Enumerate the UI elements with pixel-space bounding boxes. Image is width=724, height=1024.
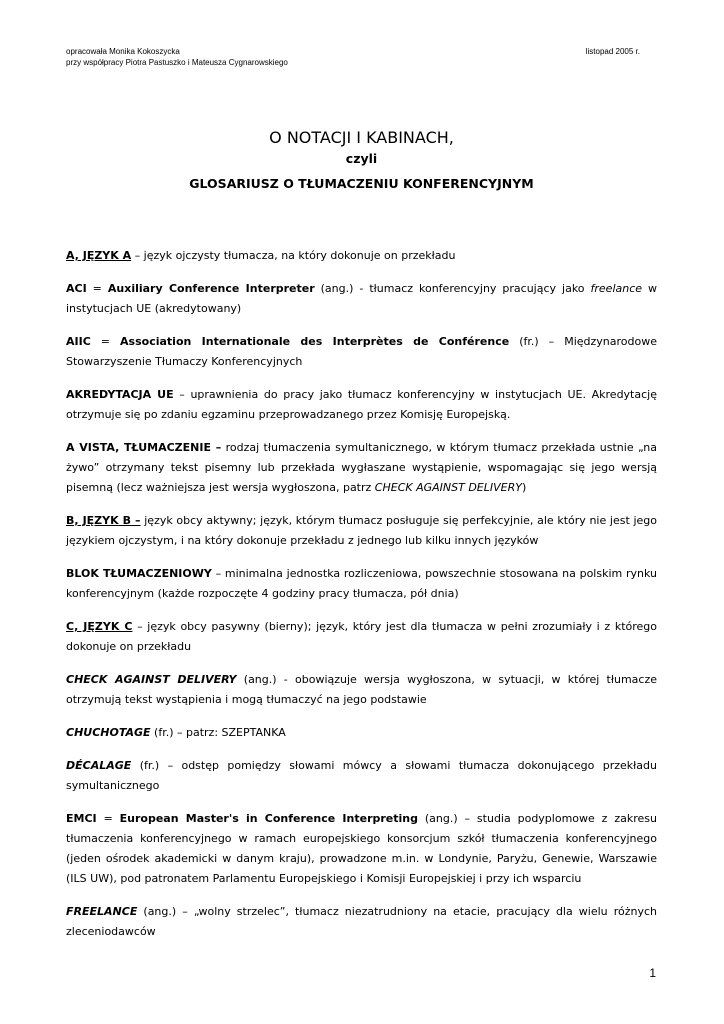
entry-definition: (fr.) – patrz: SZEPTANKA [150, 726, 286, 739]
document-subtitle: GLOSARIUSZ O TŁUMACZENIU KONFERENCYJNYM [189, 176, 534, 191]
entry-italic-ref: freelance [590, 282, 643, 295]
entry-term: AIIC [66, 335, 91, 348]
glossary-list [66, 246, 657, 955]
entry-definition: język obcy aktywny; język, którym tłumacz posługuje się perfekcyjnie, ale który nie jest jego językiem ojczystym, i na który dokonuje przekładu z jednego lub kilku innych języków [66, 514, 657, 547]
glossary-entry [66, 809, 657, 889]
entry-term: A, JĘZYK A [66, 249, 132, 262]
entry-separator: = [86, 282, 108, 295]
glossary-entry [66, 723, 657, 743]
entry-definition: rodzaj tłumaczenia symultanicznego, w którym tłumacz przekłada ustnie „na żywo” otrzymany tekst pisemny lub przekłada wygłaszane wystąpienie, wspomagając się jego wersją pisemną (lecz ważniejsza jest wersja wygłoszona, patrz [66, 441, 657, 494]
entry-separator: = [96, 812, 120, 825]
entry-term-expansion: Auxiliary Conference Interpreter [107, 282, 315, 295]
entry-definition: – minimalna jednostka rozliczeniowa, powszechnie stosowana na polskim rynku konferencyjnym (każde rozpoczęte 4 godziny pracy tłumacza, pół dnia) [66, 567, 657, 600]
entry-definition: (ang.) – „wolny strzelec”, tłumacz niezatrudniony na etacie, pracujący dla wielu różnych zleceniodawców [66, 905, 657, 938]
header-date: listopad 2005 r. [585, 47, 640, 56]
glossary-entry [66, 332, 657, 372]
glossary-entry [66, 438, 657, 498]
entry-term: BLOK TŁUMACZENIOWY [66, 567, 212, 580]
entry-term: DÉCALAGE [66, 759, 132, 772]
document-title-connector: czyli [345, 151, 378, 166]
entry-definition: (ang.) – studia podyplomowe z zakresu tłumaczenia konferencyjnego w ramach europejskiego konsorcjum szkół tłumaczenia konferencyjnego (jeden ośrodek akademicki w danym kraju), prowadzone m.in. w Londynie, Paryżu, Genewie, Warszawie (ILS UW), pod patronatem Parlamentu Europejskiego i Komisji Europejskiej i przy ich wsparciu [66, 812, 657, 885]
header-author: opracowała Monika Kokoszycka [66, 47, 180, 56]
glossary-entry [66, 511, 657, 551]
entry-term: C, JĘZYK C [66, 620, 133, 633]
document-title: O NOTACJI I KABINACH, [269, 128, 454, 147]
glossary-entry [66, 564, 657, 604]
entry-definition: – język ojczysty tłumacza, na który dokonuje on przekładu [131, 249, 456, 262]
entry-term: B, JĘZYK B – [66, 514, 141, 527]
entry-definition: (ang.) - tłumacz konferencyjny pracujący jako [314, 282, 591, 295]
entry-italic-ref: CHECK AGAINST DELIVERY [374, 481, 522, 494]
glossary-entry [66, 279, 657, 319]
entry-definition: – uprawnienia do pracy jako tłumacz konferencyjny w instytucjach UE. Akredytację otrzymuje się po zdaniu egzaminu przeprowadzanego przez Komisję Europejską. [66, 388, 657, 421]
glossary-entry [66, 385, 657, 425]
entry-term: AKREDYTACJA UE [66, 388, 174, 401]
entry-term-expansion: Association Internationale des Interprètes de Conférence [120, 335, 510, 348]
entry-definition: (fr.) – Międzynarodowe Stowarzyszenie Tłumaczy Konferencyjnych [66, 335, 657, 368]
entry-definition-cont: ) [521, 481, 527, 494]
entry-term: A VISTA, TŁUMACZENIE – [66, 441, 222, 454]
entry-definition: (fr.) – odstęp pomiędzy słowami mówcy a słowami tłumacza dokonującego przekładu symultanicznego [66, 759, 657, 792]
entry-term: ACI [66, 282, 87, 295]
entry-definition-cont: w instytucjach UE (akredytowany) [66, 282, 658, 315]
page-header-left [66, 46, 288, 68]
entry-term: CHECK AGAINST DELIVERY [66, 673, 237, 686]
page-number: 1 [649, 966, 656, 980]
glossary-entry [66, 902, 657, 942]
glossary-entry [66, 670, 657, 710]
entry-definition: – język obcy pasywny (bierny); język, który jest dla tłumacza w pełni zrozumiały i z którego dokonuje on przekładu [66, 620, 658, 653]
glossary-entry [66, 617, 657, 657]
entry-separator: = [90, 335, 121, 348]
entry-term: FREELANCE [66, 905, 138, 918]
glossary-entry [66, 246, 657, 266]
entry-definition: (ang.) - obowiązuje wersja wygłoszona, w sytuacji, w której tłumacze otrzymują tekst wystąpienia i mogą tłumaczyć na jego podstawie [66, 673, 657, 706]
glossary-entry [66, 756, 657, 796]
entry-term: CHUCHOTAGE [66, 726, 151, 739]
entry-term: EMCI [66, 812, 97, 825]
entry-term-expansion: European Master's in Conference Interpreting [119, 812, 418, 825]
header-coauthors: przy współpracy Piotra Pastuszko i Mateusza Cygnarowskiego [66, 58, 288, 67]
